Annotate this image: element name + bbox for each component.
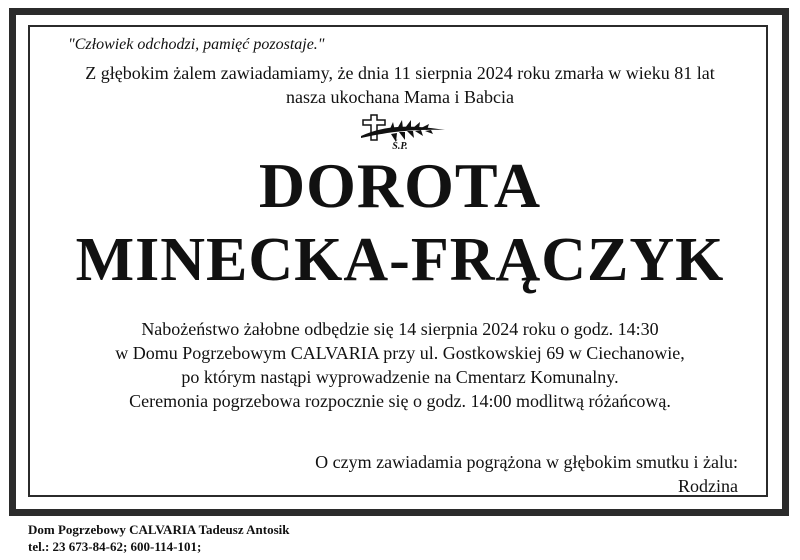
intro-line-1: Z głębokim żalem zawiadamiamy, że dnia 11 sierpnia 2024 roku zmarła w wieku 81 lat: [85, 63, 715, 83]
motto-quote: "Człowiek odchodzi, pamięć pozostaje.": [68, 36, 325, 53]
service-line-2: w Domu Pogrzebowym CALVARIA przy ul. Gostkowskiej 69 w Ciechanowie,: [115, 343, 685, 363]
service-line-1: Nabożeństwo żałobne odbędzie się 14 sierpnia 2024 roku o godz. 14:30: [141, 319, 659, 339]
deceased-first-name: DOROTA: [258, 150, 542, 221]
funeral-home-phones: tel.: 23 673-84-62; 600-114-101;: [28, 539, 202, 554]
closing-statement: O czym zawiadamia pogrążona w głębokim smutku i żalu:: [315, 452, 738, 472]
service-line-4: Ceremonia pogrzebowa rozpocznie się o godz. 14:00 modlitwą różańcową.: [129, 391, 671, 411]
service-line-3: po którym nastąpi wyprowadzenie na Cmentarz Komunalny.: [181, 367, 619, 387]
sp-label: Ś.P.: [392, 141, 408, 152]
family-signature: Rodzina: [678, 476, 738, 496]
intro-line-2: nasza ukochana Mama i Babcia: [286, 87, 514, 107]
funeral-home-name: Dom Pogrzebowy CALVARIA Tadeusz Antosik: [28, 522, 290, 537]
deceased-last-name: MINECKA-FRĄCZYK: [75, 226, 725, 294]
